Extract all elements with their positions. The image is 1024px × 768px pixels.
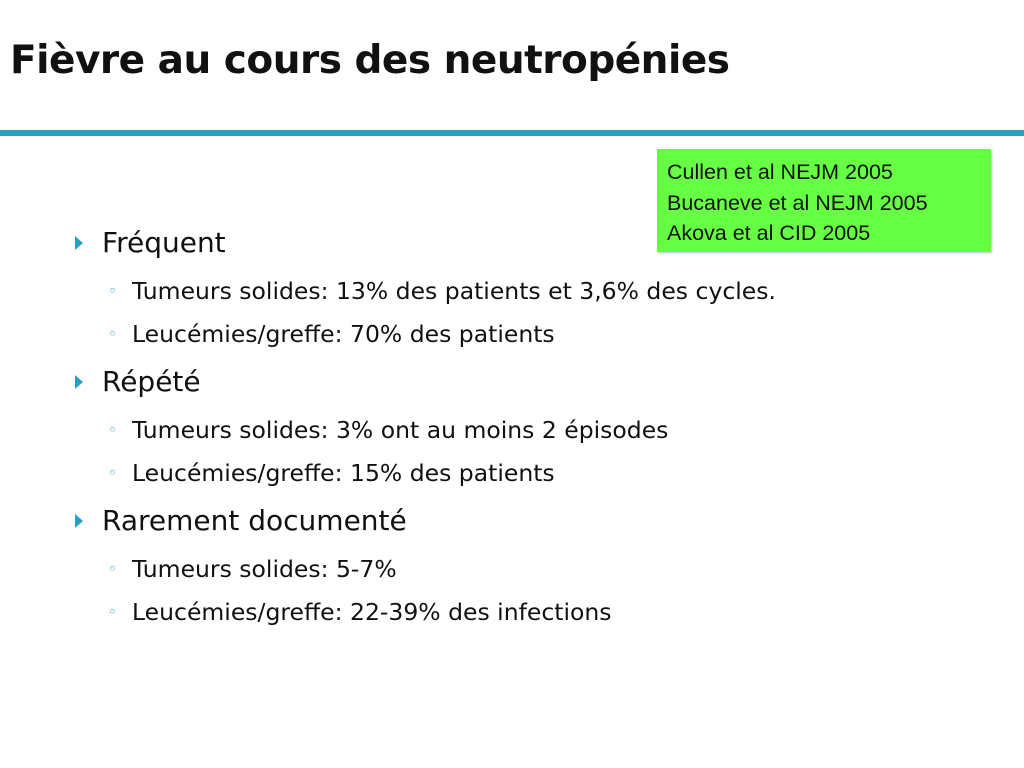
sub-bullet-item (108, 320, 555, 348)
circle-bullet-icon: ◦ (108, 421, 117, 439)
sub-bullet-item (108, 416, 668, 444)
circle-bullet-icon: ◦ (108, 603, 117, 621)
sub-bullet-text: Tumeurs solides: 3% ont au moins 2 épisodes (132, 416, 669, 444)
reference-line: Bucaneve et al NEJM 2005 (667, 190, 928, 215)
sub-bullet-text: Leucémies/greffe: 15% des patients (132, 459, 555, 487)
circle-bullet-icon: ◦ (108, 325, 117, 343)
bullet-item (75, 226, 226, 259)
bullet-text: Fréquent (102, 226, 226, 259)
sub-bullet-text: Leucémies/greffe: 70% des patients (132, 320, 555, 348)
bullet-item (75, 365, 201, 398)
bullet-item (75, 504, 407, 537)
circle-bullet-icon: ◦ (108, 282, 117, 300)
triangle-bullet-icon (75, 375, 83, 389)
triangle-bullet-icon (75, 514, 83, 528)
sub-bullet-item (108, 555, 397, 583)
sub-bullet-item (108, 277, 776, 305)
reference-line: Akova et al CID 2005 (667, 221, 871, 245)
slide-title: Fièvre au cours des neutropénies (10, 38, 730, 83)
sub-bullet-text: Leucémies/greffe: 22-39% des infections (132, 598, 612, 626)
bullet-text: Répété (102, 365, 201, 398)
sub-bullet-text: Tumeurs solides: 13% des patients et 3,6% des cycles. (132, 277, 776, 305)
sub-bullet-item (108, 459, 555, 487)
reference-line: Cullen et al NEJM 2005 (667, 160, 893, 184)
circle-bullet-icon: ◦ (108, 464, 117, 482)
triangle-bullet-icon (75, 236, 83, 250)
bullet-text: Rarement documenté (102, 504, 407, 537)
sub-bullet-item (108, 598, 612, 626)
sub-bullet-text: Tumeurs solides: 5-7% (132, 555, 397, 583)
circle-bullet-icon: ◦ (108, 560, 117, 578)
